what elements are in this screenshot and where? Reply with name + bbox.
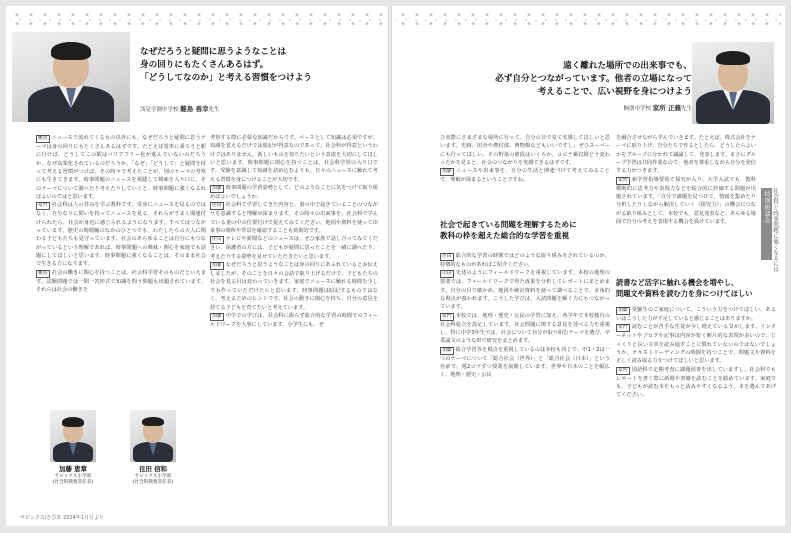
- left-column-2: [210, 134, 378, 516]
- paragraph: [616, 323, 776, 365]
- paragraph-text: 社会科は人の営みを学ぶ教科です。受身にニュースを見るのではなく、自分なりに問いを持ってニュースを見る。それらがうまく関連付けられたら、社会が身近に感じられるようになります。すべてはつながっています。歴史の時間軸のなかのひとつでも、わたしたちの大人に関わる子どもたちも見守っています。社会のあらゆることは自分にもつながっているという理解であれば、時事問題への興味・関心を家庭でも話題にしてほしいと思います。時事問題に強くなることは、そのまま社会で生きる力になります。: [36, 202, 206, 268]
- headline-line: 身の回りにもたくさんあるはず。: [140, 60, 269, 70]
- decorative-pattern: [396, 10, 781, 28]
- teacher-portrait-icon: [26, 38, 116, 122]
- paragraph: [36, 269, 206, 295]
- paragraph: [210, 312, 378, 329]
- paragraph: [210, 134, 378, 184]
- paragraph-text: 考察する際に必要な知識だからです。ベースとして知識は必須ですが、知識を覚えるだけでは暗記が得意なのであって、社会科が得意というわけではありません。新しいものを知りたいという意欲を大切にしてほしいと思います。時事問題に関心を持つことは、社会科学習の入り口です。受験を意識して知識を詰め込むよりも、日々のニュースに触れて考える習慣を身につけることが大切です。: [210, 135, 378, 183]
- paragraph-text: を融合させながら学んでいきます。たとえば、株式会社をテーマに取り上げ、自分たちで作るとしたら、どうしたらよいかをグループに分かれて議論して、発表します。まさにグループ学習は共同作業なので、他者を尊重しながら自分を発信する力がつきます。: [616, 135, 756, 175]
- paragraph-text: 受験生のご家庭について、こういう力をつけてほしい、あるいはこうした力が不足していると感じることはありますか。: [616, 307, 776, 322]
- section-heading-2: [616, 278, 776, 299]
- speaker-tag: 加藤: [618, 308, 628, 313]
- section-heading-line: 教科の枠を超えた総合的な学習を重視: [440, 230, 570, 240]
- right-headline: [438, 60, 692, 99]
- teacher-portrait-icon: [694, 46, 772, 124]
- teacher-portrait-icon: [132, 414, 174, 462]
- speaker-tag: 難島: [38, 270, 48, 276]
- speaker-tag: 家所: [618, 177, 628, 183]
- caption-name: 加藤 恵章: [59, 465, 87, 473]
- paragraph-text: 社会科で学習してきた内容と、妻の中で起きていることのつながりを意識すると理解が深まります。その時々の出来事を、社会科で学んでいる妻の中の位置付けで捉えてみてください。地図や資料を使って出来事の場所や背景を確認することも効果的です。: [210, 202, 378, 235]
- teacher-photo: [692, 42, 774, 124]
- feature-side-subtitle: 社会科と時事問題に強くなるには: [772, 188, 778, 272]
- paragraph: [440, 134, 610, 167]
- speaker-tag: 加藤: [212, 186, 222, 192]
- paragraph: [210, 184, 378, 201]
- speaker-school: 桐朋中学校: [623, 106, 651, 112]
- paragraph-text: 読むことが苦手な生徒が少し増えている気がします。インターネットやブログや記事は内容が短く断片的な表現が多いので、じっくりと長い文章を読み通すことに慣れていないのではないでしょうか。テキストリーディングの時間を持つことで、問題文や資料を正しく読み取る力をつけてほしいと思います。: [616, 324, 776, 365]
- left-page: [6, 6, 388, 526]
- headline-line: 必ず自分とつながっています。他者の立場になって: [495, 74, 692, 84]
- speaker-tag: 難島: [38, 136, 48, 141]
- headline-line: なぜだろうと疑問に思うようなことは: [140, 47, 287, 57]
- speaker-tag: 家門: [442, 313, 452, 319]
- feature-side-tab: 特別座談会: [761, 188, 772, 260]
- caption-line: (社会科教務責任者): [52, 480, 94, 485]
- paragraph: [616, 366, 776, 400]
- section-heading-line: 問題文や資料を読む力を身につけてほしい: [616, 288, 753, 298]
- section-heading-1: [440, 220, 612, 241]
- paragraph: [616, 176, 756, 227]
- speaker-tag: 住田: [442, 254, 452, 259]
- speaker-tag: 加藤: [442, 169, 452, 175]
- caption-line: サピックス小学部: [54, 474, 92, 479]
- paragraph-text: テレビや新聞などのニュースは、ぜひ家族で話し合ってみてください。保護者の方には、子どもが疑問に思ったことを一緒に調べたり、考えたりする姿勢を見せていただきたいと思います。: [210, 236, 378, 260]
- speaker-tag: 住田: [212, 237, 222, 243]
- paragraph-text: 本校では、地理・歴史・公民の学習に加え、各学年で本校独自の社会科総合を設定しています。社会問題に関する意見を述べる力を重視し、特に中学3年生では、社会について自分が取り組むテーマを選び、卒業論文のような形で研究をまとめます。: [440, 312, 610, 345]
- speaker-tag: 山田: [442, 271, 452, 277]
- paragraph: [440, 167, 610, 184]
- teacher-photo-sumida: [130, 410, 176, 462]
- right-speaker: [542, 103, 692, 112]
- paragraph-text: 総合学習等を視点を重視しているのは本校も同じで、中1・2は一つのテーマについて「総合社会（世界）」と「総合社会（日本）」という名前で、週2コマずつ授業を展開しています。世界や日本のことを幅広く、地理・歴史・公民: [440, 346, 610, 379]
- paragraph: [440, 346, 610, 380]
- paragraph-text: ひ実際にさまざまな場所に行って、自分の目で見て実感してほしいと思います。史跡、田舎や農村部、博物館などもいいですし、ぜひスーパーにも行ってほしい。その野菜の値段はいくらか、コロナ禍以降どう変わったかを見ると、社会のつながりを実感できるはずです。: [440, 135, 610, 167]
- teacher-photo-kato: [50, 410, 96, 462]
- speaker-tag: 家門: [38, 203, 48, 209]
- page-footer: サピックス/さぴあ 2024年1月号より: [20, 515, 104, 521]
- paragraph-text: なぜだろうと思うようなことは身の回りにあふれているとお伝えしましたが、そのことを日々の会話で取り上げるだけで、子どもたちの社会を見る目は変わっていきます。家庭でニュースに触れる時間を少しでも作っていただけたらと思います。時事問題は暗記するものではなく、考えるためのヒントです。社会の動きに関心を持ち、自分の意見を持てる子どもを育てたいと考えています。: [210, 262, 378, 311]
- speaker-name: 家所 正義: [652, 104, 681, 112]
- paragraph-text: ニュースや出来事を、自分の生活と関連づけて考えてみることで、理解が深まるということですね。: [440, 168, 610, 184]
- paragraph: [440, 269, 610, 311]
- caption-line: (社会科教務責任者): [132, 480, 174, 485]
- speaker-tag: 加藤: [442, 347, 452, 353]
- paragraph: [440, 312, 610, 346]
- speaker-name: 難島 善幸: [180, 105, 209, 113]
- paragraph-text: 新学習指導要領で探究が入り、大学入試でも、教科横断的に思考力や表現力などを総合的に評価する問題が出題されています。「自分で課題を見つけて、情報を集めたり分析したりしながら解決していく（探究力）」の機会につながる取り組みとして、本校でも、意見発表など、あらゆる場面で自分の考えを表現する機会を設けています。: [616, 176, 756, 226]
- speaker-tag: 住田: [212, 203, 222, 209]
- paragraph-text: 先述のようにフィールドワークを重視しています。本校の地理の授業では、フィールドワークで得た成果を分析してレポートにまとめます。自分の目で確かめ、地図や統計資料を使って調べることで、多角的な視点が養われます。こうした学びは、入試問題を解く力にもつながっています。: [440, 270, 610, 311]
- section-heading-line: 社会で起きている問題を理解するために: [440, 220, 577, 229]
- paragraph: [36, 201, 206, 268]
- paragraph: [616, 134, 756, 176]
- speaker-school: 浅見学園中学校: [140, 107, 179, 113]
- right-column-2: [616, 134, 756, 276]
- speaker-suffix: 先生: [680, 106, 692, 112]
- paragraph-text: 中学での学びは、社会科に限らず総合的な学習の時間でのフィールドワークを大事にしています。小学生にも、ぜ: [210, 312, 378, 328]
- paragraph: [616, 306, 776, 323]
- paragraph: [440, 252, 610, 269]
- paragraph-text: 国語科で定期考査に課題図書を出していますし、社会科でもレポートを書く際に新聞や書籍を読むことを勧めています。家庭でも、子どもが読む本をもっと読みやすくなるよう、本を選んであげてください。: [616, 366, 776, 399]
- speaker-suffix: 先生: [208, 107, 220, 113]
- paragraph-text: ニュースで流れてくるもの以外にも、なぜだろうと疑問に思うテーマは身の回りにもたくさんあるはずです。たとえば電車に乗ろうと駅に行けば、どうしてこの駅はバリアフリー化が進んでいないのだろうか、なぜ高架化されているのだろうか。「なぜ」「どうして」と疑問を持って考える習慣がつけば、その時々で考えたことが、別のテーマの考察にも生きてきます。時事問題のニュースを視聴して興味を入り口に、そのテーマについて調べたり考えたりしていくと、時事問題に強くなるればよいのではと思います。: [36, 135, 206, 201]
- speaker-tag: 加藤: [212, 313, 222, 319]
- teacher-photo: [12, 32, 130, 122]
- paragraph: [210, 261, 378, 312]
- left-speaker: [140, 104, 340, 113]
- headline-line: 考えることで、広い視野を身につけよう: [537, 87, 692, 97]
- paragraph: [36, 134, 206, 201]
- caption-sumida: [116, 465, 190, 486]
- speaker-tag: 家門: [618, 325, 628, 331]
- paragraph: [210, 235, 378, 261]
- section-heading-line: 読書など活字に触れる機会を増やし、: [616, 278, 739, 287]
- left-headline: [140, 46, 320, 85]
- caption-name: 住田 信和: [139, 465, 167, 473]
- paragraph-text: 総合的な学習の時間ではどのような取り組みをされているのか、特徴的なものがあればご紹介ください。: [440, 253, 610, 268]
- caption-line: サピックス小学部: [134, 474, 172, 479]
- right-page: [392, 6, 785, 526]
- left-column-1: [36, 134, 206, 330]
- teacher-portrait-icon: [52, 414, 94, 462]
- paragraph: [210, 201, 378, 235]
- speaker-tag: 家所: [618, 367, 628, 373]
- right-column-2-lower: [616, 306, 776, 518]
- speaker-tag: 加藤: [212, 263, 222, 269]
- headline-line: 「どうしてなのか」と考える習慣をつけよう: [140, 73, 312, 83]
- caption-kato: [36, 465, 110, 486]
- paragraph-text: 時事問題の学習姿勢として、どのようなことに気をつけて取り組めばよいでしょうか。: [210, 185, 378, 201]
- right-column-1-lower: [440, 252, 610, 516]
- paragraph-text: 社会の働きに関心を持つことは、社会科学習そのものだといえます。試験問題では一問一答形式で知識を問う問題も出題されています。それらは社会の働きを: [36, 269, 206, 294]
- headline-line: 遠く離れた場所での出来事でも、: [563, 61, 692, 71]
- decorative-pattern: [10, 10, 384, 28]
- right-column-1: [440, 134, 610, 214]
